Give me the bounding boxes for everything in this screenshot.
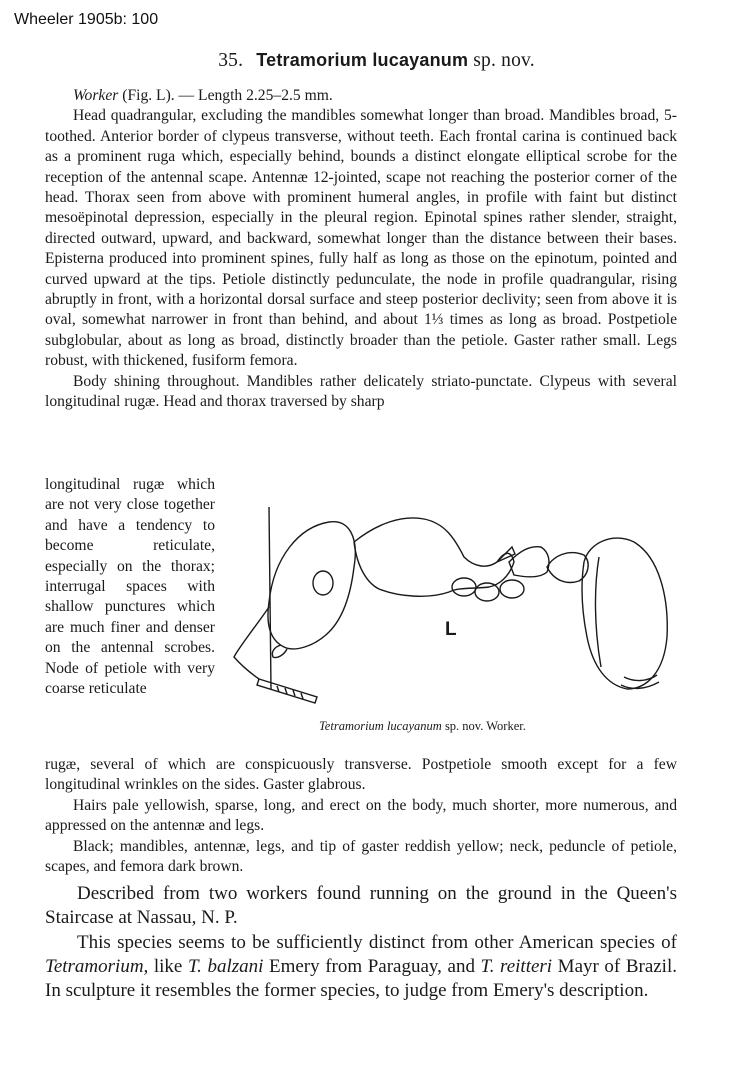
sculpture-paragraph-start: Body shining throughout. Mandibles rather delicately striato-punctate. Clypeus with several longitudinal rugæ. Head and thorax traversed by sharp — [45, 372, 677, 411]
comparison-species-balzani: T. balzani — [187, 955, 264, 977]
figure-caption — [319, 719, 679, 734]
comparison-paragraph — [45, 931, 677, 1004]
description-block — [45, 86, 677, 413]
remarks-block — [45, 882, 677, 1003]
worker-heading — [45, 86, 677, 106]
comparison-genus: Tetramorium, — [45, 955, 149, 977]
figure-ant-profile — [229, 507, 677, 737]
comparison-species-reitteri: T. reitteri — [480, 955, 553, 977]
morphology-paragraph: Head quadrangular, excluding the mandibles somewhat longer than broad. Mandibles broad, 5-toothed. Anterior border of clypeus transverse, without teeth. Each frontal carina is continued back as a prominent ruga which, especially behind, bounds a distinct elongate elliptical scrobe for the reception of the antennal scape. Antennæ 12-jointed, scape not reaching the posterior corner of the head. Thorax seen from above with prominent humeral angles, in profile with faint but distinct mesoëpinotal depression, especially in the pleural region. Epinotal spines rather slender, straight, directed outward, upward, and backward, somewhat longer than the distance between their bases. Episterna produced into prominent spines, fully half as long as those on the epinotum, pointed and curved upward at the tips. Petiole distinctly pedunculate, the node in profile quadrangular, rising abruptly in front, with a horizontal dorsal surface and steep posterior declivity; seen from above it is oval, somewhat narrower in front than behind, and about 1⅓ times as long as broad. Postpetiole subglobular, about as long as broad, distinctly broader than the petiole. Gaster rather small. Legs robust, with thickened, fusiform femora. — [45, 107, 677, 370]
comparison-text-c: Emery from Paraguay, and — [263, 955, 481, 977]
figure-letter: L — [445, 619, 457, 640]
ant-drawing — [229, 507, 677, 717]
color-paragraph: Black; mandibles, antennæ, legs, and tip of gaster reddish yellow; neck, peduncle of petiole, scapes, and femora dark brown. — [45, 837, 677, 876]
ant-head-outline — [268, 522, 355, 649]
sculpture-and-color-block — [45, 755, 677, 877]
ant-coxa-mid — [475, 583, 499, 601]
sculpture-paragraph-wrap: longitudinal rugæ which are not very close together and have a tendency to become reticulate, especially on the thorax; interrugal spaces with shallow punctures which are much finer and denser on the antennal scrobes. Node of petiole with very coarse reticulate — [45, 476, 215, 698]
species-suffix: sp. nov. — [473, 50, 535, 71]
figure-caption-species: Tetramorium lucayanum — [319, 719, 442, 733]
hairs-paragraph: Hairs pale yellowish, sparse, long, and erect on the body, much shorter, more numerous, and appressed on the antennæ and legs. — [45, 796, 677, 835]
comparison-text-d: Mayr of Brazil. In sculpture it resembles the former species, to judge from Emery's description. — [45, 955, 677, 1002]
sculpture-paragraph-end: rugæ, several of which are conspicuously transverse. Postpetiole smooth except for a few longitudinal wrinkles on the sides. Gaster glabrous. — [45, 756, 677, 794]
ant-eye — [313, 571, 333, 595]
ant-thorax-outline — [354, 518, 514, 596]
comparison-text-b: like — [148, 955, 188, 977]
comparison-text-a: This species seems to be sufficiently distinct from other American species of — [77, 931, 677, 953]
worker-fig-ref: (Fig. L). — Length 2.25–2.5 mm. — [122, 87, 333, 104]
worker-label: Worker — [73, 87, 119, 104]
page-title — [0, 50, 753, 72]
ant-antenna-club — [257, 679, 317, 703]
ant-coxa-front — [452, 578, 476, 596]
citation-label: Wheeler 1905b: 100 — [14, 11, 159, 28]
locality-paragraph: Described from two workers found running on the ground in the Queen's Staircase at Nassau, N. P. — [45, 883, 677, 929]
ant-antenna-scape — [234, 607, 269, 679]
species-number: 35. — [218, 50, 244, 71]
ant-coxa-hind — [500, 580, 524, 598]
species-name: Tetramorium lucayanum — [256, 50, 469, 70]
ant-petiole — [509, 547, 549, 577]
figure-caption-desc: sp. nov. Worker. — [444, 719, 526, 733]
